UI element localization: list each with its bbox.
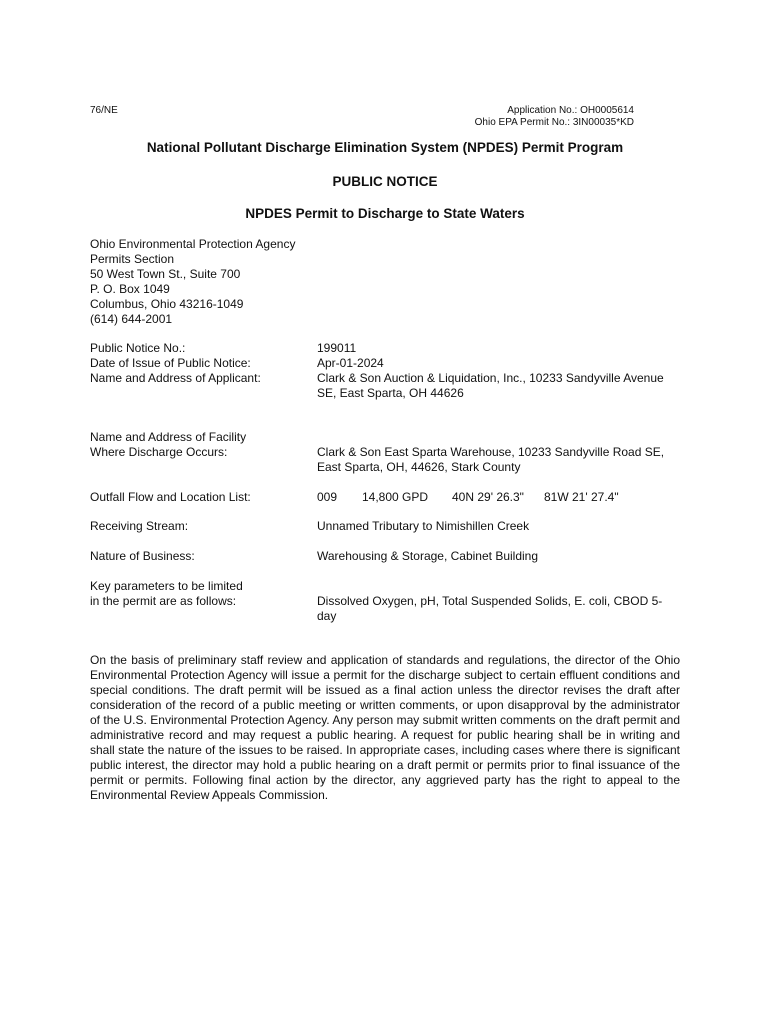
facility-label-line: Where Discharge Occurs: xyxy=(90,445,228,459)
issue-date-value: Apr-01-2024 xyxy=(317,356,384,370)
outfall-flow: 14,800 GPD xyxy=(362,490,429,504)
parameters-label-line: Key parameters to be limited xyxy=(90,579,243,593)
parameters-label-line: in the permit are as follows: xyxy=(90,594,237,608)
applicant-value: Clark & Son Auction & Liquidation, Inc., 10233 Sandyville Avenue SE, East Sparta, OH 44626 xyxy=(317,371,664,400)
agency-line: Columbus, Ohio 43216-1049 xyxy=(90,297,244,311)
epa-permit-number: Ohio EPA Permit No.: 3IN00035*KD xyxy=(474,117,634,128)
agency-line: Permits Section xyxy=(90,252,175,266)
issue-date-label: Date of Issue of Public Notice: xyxy=(90,356,251,370)
facility-value: Clark & Son East Sparta Warehouse, 10233 Sandyville Road SE, East Sparta, OH, 44626, Stark County xyxy=(317,445,665,474)
agency-address xyxy=(90,237,295,327)
outfall-number: 009 xyxy=(317,490,338,504)
parameters-label xyxy=(90,579,310,609)
notice-subject: NPDES Permit to Discharge to State Waters xyxy=(245,206,525,221)
notice-body-paragraph: On the basis of preliminary staff review and application of standards and regulations, the director of the Ohio Environmental Protection Agency will issue a permit for the discharge subject to certain effluent conditions and special conditions. The draft permit will be issued as a final action unless the director revises the draft after consideration of the record of a public meeting or written comments, or upon disapproval by the administrator of the U.S. Environmental Protection Agency. Any person may submit written comments on the draft permit and administrative record and may request a public hearing. A request for public hearing shall be in writing and shall state the nature of the issues to be raised. In appropriate cases, including cases where there is significant public interest, the director may hold a public hearing on a draft permit or permits prior to final issuance of the permit or permits. Following final action by the director, any aggrieved party has the right to appeal to the Environmental Review Appeals Commission. xyxy=(90,653,680,802)
public-notice-value: 199011 xyxy=(317,341,357,355)
facility-label-line: Name and Address of Facility xyxy=(90,430,247,444)
office-code: 76/NE xyxy=(90,105,118,116)
business-value: Warehousing & Storage, Cabinet Building xyxy=(317,549,539,563)
agency-line: 50 West Town St., Suite 700 xyxy=(90,267,241,281)
public-notice-label: Public Notice No.: xyxy=(90,341,186,355)
receiving-stream-label: Receiving Stream: xyxy=(90,519,189,533)
agency-line: P. O. Box 1049 xyxy=(90,282,170,296)
facility-label xyxy=(90,430,310,460)
agency-line: Ohio Environmental Protection Agency xyxy=(90,237,296,251)
outfall-longitude: 81W 21' 27.4" xyxy=(544,490,619,504)
outfall-values xyxy=(317,490,667,505)
program-title: National Pollutant Discharge Elimination System (NPDES) Permit Program xyxy=(146,140,624,155)
applicant-label: Name and Address of Applicant: xyxy=(90,371,261,385)
parameters-value: Dissolved Oxygen, pH, Total Suspended Solids, E. coli, CBOD 5-day xyxy=(317,594,663,623)
outfall-label: Outfall Flow and Location List: xyxy=(90,490,251,504)
public-notice-heading: PUBLIC NOTICE xyxy=(332,174,438,189)
receiving-stream-value: Unnamed Tributary to Nimishillen Creek xyxy=(317,519,530,533)
business-label: Nature of Business: xyxy=(90,549,195,563)
permit-numbers xyxy=(475,105,634,129)
outfall-latitude: 40N 29' 26.3" xyxy=(452,490,524,504)
agency-line: (614) 644-2001 xyxy=(90,312,173,326)
application-number: Application No.: OH0005614 xyxy=(507,105,634,116)
